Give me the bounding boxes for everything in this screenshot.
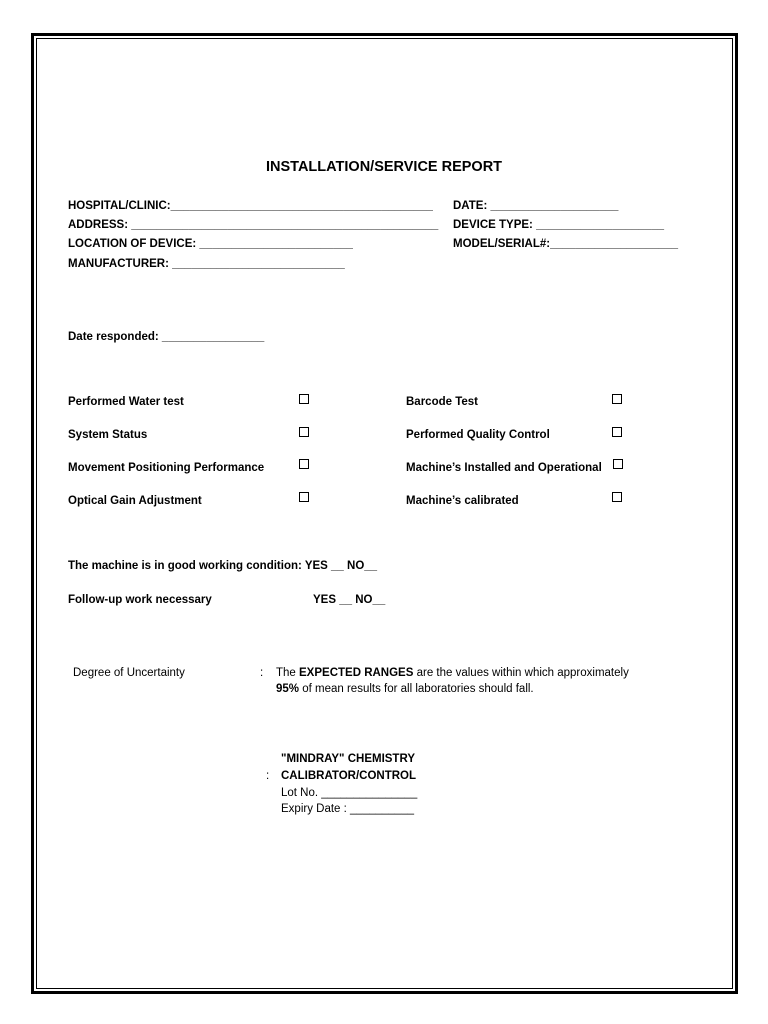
uncertainty-line-1 [276,666,629,680]
location-field[interactable]: LOCATION OF DEVICE: ________________________ [68,238,353,250]
expiry-date-field[interactable]: Expiry Date : __________ [281,803,414,815]
date-responded-field[interactable]: Date responded: ________________ [68,331,265,343]
page-border-inner [36,38,733,989]
checkbox-barcode-test[interactable] [612,394,622,404]
check-label-barcode-test: Barcode Test [406,396,479,408]
check-label-installed-operational: Machine’s Installed and Operational [406,462,602,474]
percent-text: 95% [276,683,300,695]
check-label-movement-positioning: Movement Positioning Performance [68,462,265,474]
followup-label: Follow-up work necessary [68,594,212,606]
calibrator-line-2: CALIBRATOR/CONTROL [281,770,417,782]
check-label-system-status: System Status [68,429,148,441]
calibrator-line-1: "MINDRAY" CHEMISTRY [281,753,416,765]
checkbox-movement-positioning[interactable] [299,459,309,469]
checkbox-calibrated[interactable] [612,492,622,502]
check-label-optical-gain: Optical Gain Adjustment [68,495,202,507]
check-label-water-test: Performed Water test [68,396,184,408]
device-type-field[interactable]: DEVICE TYPE: ____________________ [453,219,664,231]
checkbox-optical-gain[interactable] [299,492,309,502]
followup-answer: YES __ NO__ [313,594,386,606]
uncertainty-line-2 [276,682,534,696]
check-label-quality-control: Performed Quality Control [406,429,550,441]
manufacturer-field[interactable]: MANUFACTURER: ___________________________ [68,258,345,270]
uncertainty-line-1-post: are the values within which approximately [413,667,629,679]
model-serial-field[interactable]: MODEL/SERIAL#:____________________ [453,238,679,250]
hospital-field[interactable]: HOSPITAL/CLINIC:_________________________________________ [68,200,433,212]
check-label-calibrated: Machine’s calibrated [406,495,519,507]
checkbox-system-status[interactable] [299,427,309,437]
checkbox-water-test[interactable] [299,394,309,404]
calibrator-colon: : [266,770,270,782]
date-field[interactable]: DATE: ____________________ [453,200,619,212]
uncertainty-line-2-post: of mean results for all laboratories should fall. [299,683,534,695]
report-title: INSTALLATION/SERVICE REPORT [266,159,503,175]
uncertainty-colon: : [260,667,264,679]
uncertainty-line-1-pre: The [276,667,300,679]
good-condition-question: The machine is in good working condition: YES __ NO__ [68,560,378,572]
lot-number-field[interactable]: Lot No. _______________ [281,787,418,799]
address-field[interactable]: ADDRESS: ________________________________________________ [68,219,439,231]
uncertainty-label: Degree of Uncertainty [73,667,185,679]
checkbox-installed-operational[interactable] [613,459,623,469]
checkbox-quality-control[interactable] [612,427,622,437]
expected-ranges-text: EXPECTED RANGES [299,667,414,679]
